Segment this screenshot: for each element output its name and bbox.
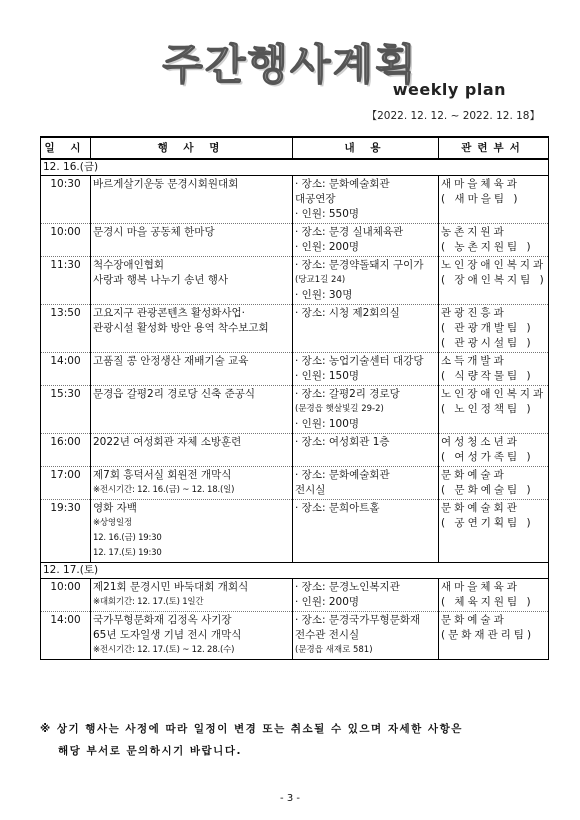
- page-subtitle: weekly plan: [392, 80, 506, 99]
- event-name-line: 12. 17.(토) 19:30: [93, 548, 162, 558]
- event-dept-line: 문화예술회관: [441, 502, 520, 514]
- event-dept-line: ( 체육지원팀 ): [441, 596, 534, 608]
- event-name-cell: [91, 305, 293, 353]
- event-dept-line: ( 관광시설팀 ): [441, 337, 534, 349]
- event-dept-line: 노인장애인복지과: [441, 388, 547, 400]
- event-content-line: (문경읍 햇살빛길 29-2): [295, 404, 384, 414]
- event-content-line: · 장소: 농업기술센터 대강당: [295, 355, 424, 367]
- event-dept-cell: [439, 467, 549, 500]
- event-dept-line: ( 노인정책팀 ): [441, 403, 534, 415]
- event-content-line: · 장소: 문화예술회관: [295, 469, 390, 481]
- event-dept-line: ( 농촌지원팀 ): [441, 241, 534, 253]
- event-name-cell: [91, 353, 293, 386]
- event-content-line: · 장소: 문희아트홀: [295, 502, 380, 514]
- event-name-line: 제21회 문경시민 바둑대회 개회식: [93, 581, 249, 593]
- event-name-line: ※대회기간: 12. 17.(토) 1일간: [93, 597, 204, 607]
- table-row: [41, 176, 549, 224]
- event-content-line: 대공연장: [295, 193, 336, 205]
- event-dept-line: ( 장애인복지팀 ): [441, 274, 547, 286]
- table-row: [41, 257, 549, 305]
- event-content-cell: [293, 224, 439, 257]
- event-name-cell: [91, 257, 293, 305]
- notice-line-2: 해당 부서로 문의하시기 바랍니다.: [58, 745, 242, 757]
- event-dept-cell: [439, 500, 549, 563]
- event-dept-line: 노인장애인복지과: [441, 259, 547, 271]
- event-content-cell: [293, 305, 439, 353]
- event-name-line: 관광시설 활성화 방안 용역 착수보고회: [93, 322, 269, 334]
- event-dept-cell: [439, 224, 549, 257]
- event-dept-line: 여성청소년과: [441, 436, 520, 448]
- event-time: 14:00: [41, 353, 91, 386]
- event-time: 14:00: [41, 612, 91, 660]
- table-row: [41, 612, 549, 660]
- event-dept-line: 관광진흥과: [441, 307, 507, 319]
- event-dept-line: 새마을체육과: [441, 178, 520, 190]
- column-header-event: 행 사 명: [91, 137, 293, 159]
- event-content-cell: [293, 353, 439, 386]
- event-dept-line: 새마을체육과: [441, 581, 520, 593]
- event-content-line: · 장소: 갈평2리 경로당: [295, 388, 400, 400]
- event-name-line: 사랑과 행복 나누기 송년 행사: [93, 274, 229, 286]
- event-name-line: 영화 자백: [93, 502, 137, 514]
- event-dept-cell: [439, 353, 549, 386]
- schedule-table: [40, 136, 549, 660]
- schedule-table-wrapper: [40, 136, 548, 660]
- event-time: 10:30: [41, 176, 91, 224]
- event-dept-line: 소득개발과: [441, 355, 507, 367]
- event-dept-line: (문화재관리팀): [441, 629, 535, 641]
- event-content-line: · 인원: 100명: [295, 418, 360, 430]
- event-dept-line: ( 새마을팀 ): [441, 193, 521, 205]
- page-number: - 3 -: [280, 793, 300, 804]
- event-content-cell: [293, 386, 439, 434]
- event-content-line: · 장소: 문경 실내체육관: [295, 226, 404, 238]
- event-name-cell: [91, 467, 293, 500]
- event-name-cell: [91, 500, 293, 563]
- event-content-line: 전시실: [295, 484, 326, 496]
- column-header-content: 내 용: [293, 137, 439, 159]
- event-dept-cell: [439, 257, 549, 305]
- event-content-cell: [293, 467, 439, 500]
- event-dept-line: ( 관광개발팀 ): [441, 322, 534, 334]
- event-name-cell: [91, 579, 293, 612]
- column-header-time: 일 시: [41, 137, 91, 159]
- date-cell: 12. 16.(금): [41, 159, 549, 176]
- event-dept-line: ( 식량작물팀 ): [441, 370, 534, 382]
- event-content-cell: [293, 257, 439, 305]
- date-period: 【2022. 12. 12. ~ 2022. 12. 18】: [366, 110, 540, 122]
- date-row: [41, 159, 549, 176]
- event-name-line: 국가무형문화재 김정옥 사기장: [93, 614, 232, 626]
- event-name-line: 바르게살기운동 문경시회원대회: [93, 178, 239, 190]
- event-name-cell: [91, 612, 293, 660]
- event-dept-line: ( 문화예술팀 ): [441, 484, 534, 496]
- table-row: [41, 386, 549, 434]
- event-time: 19:30: [41, 500, 91, 563]
- table-row: [41, 579, 549, 612]
- event-dept-cell: [439, 386, 549, 434]
- table-row: [41, 353, 549, 386]
- event-content-line: · 인원: 150명: [295, 370, 360, 382]
- notice-footer: [40, 718, 550, 762]
- column-header-dept: 관련부서: [439, 137, 549, 159]
- event-name-line: 문경시 마을 공동체 한마당: [93, 226, 215, 238]
- table-row: [41, 467, 549, 500]
- event-name-line: 고요지구 관광콘텐츠 활성화사업·: [93, 307, 246, 319]
- table-header-row: [41, 137, 549, 159]
- event-time: 16:00: [41, 434, 91, 467]
- event-dept-line: ( 여성가족팀 ): [441, 451, 534, 463]
- event-name-line: ※상영일정: [93, 518, 132, 528]
- event-time: 17:00: [41, 467, 91, 500]
- event-content-line: · 인원: 200명: [295, 241, 360, 253]
- schedule-body: [41, 159, 549, 660]
- event-dept-line: ( 공연기획팀 ): [441, 517, 534, 529]
- event-dept-cell: [439, 434, 549, 467]
- table-row: [41, 224, 549, 257]
- event-dept-line: 농촌지원과: [441, 226, 507, 238]
- event-content-line: · 인원: 200명: [295, 596, 360, 608]
- event-time: 11:30: [41, 257, 91, 305]
- event-content-line: · 장소: 문경노인복지관: [295, 581, 400, 593]
- event-name-line: 65년 도자일생 기념 전시 개막식: [93, 629, 242, 641]
- event-content-line: · 인원: 30명: [295, 289, 353, 301]
- table-row: [41, 434, 549, 467]
- event-dept-line: 문화예술과: [441, 469, 507, 481]
- event-content-cell: [293, 176, 439, 224]
- event-dept-cell: [439, 579, 549, 612]
- event-content-cell: [293, 579, 439, 612]
- event-content-line: · 장소: 시청 제2회의실: [295, 307, 400, 319]
- date-row: [41, 563, 549, 579]
- event-time: 10:00: [41, 579, 91, 612]
- event-content-cell: [293, 434, 439, 467]
- date-cell: 12. 17.(토): [41, 563, 549, 579]
- event-name-line: 고품질 콩 안정생산 재배기술 교육: [93, 355, 249, 367]
- event-content-line: · 장소: 문경국가무형문화재: [295, 614, 421, 626]
- event-content-line: (문경읍 새재로 581): [295, 645, 373, 655]
- event-content-line: · 장소: 여성회관 1층: [295, 436, 390, 448]
- event-content-line: · 장소: 문경약돌돼지 구이가: [295, 259, 424, 271]
- event-time: 15:30: [41, 386, 91, 434]
- event-content-line: · 장소: 문화예술회관: [295, 178, 390, 190]
- event-name-line: 척수장애인협회: [93, 259, 165, 271]
- event-name-line: 문경읍 갈평2리 경로당 신축 준공식: [93, 388, 256, 400]
- event-content-cell: [293, 612, 439, 660]
- event-content-line: 전수관 전시실: [295, 629, 360, 641]
- event-dept-cell: [439, 305, 549, 353]
- event-time: 10:00: [41, 224, 91, 257]
- event-name-line: 2022년 여성회관 자체 소방훈련: [93, 436, 242, 448]
- event-content-line: (당교1길 24): [295, 275, 346, 285]
- event-name-line: ※전시기간: 12. 16.(금) ~ 12. 18.(일): [93, 485, 235, 495]
- event-name-cell: [91, 386, 293, 434]
- event-content-cell: [293, 500, 439, 563]
- event-content-line: · 인원: 550명: [295, 208, 360, 220]
- event-dept-cell: [439, 176, 549, 224]
- event-name-cell: [91, 176, 293, 224]
- event-name-cell: [91, 434, 293, 467]
- event-name-line: ※전시기간: 12. 17.(토) ~ 12. 28.(수): [93, 645, 235, 655]
- notice-line-1: ※ 상기 행사는 사정에 따라 일정이 변경 또는 취소될 수 있으며 자세한 사항은: [40, 723, 463, 735]
- event-name-line: 제7회 흥덕서실 회원전 개막식: [93, 469, 232, 481]
- table-row: [41, 305, 549, 353]
- event-name-line: 12. 16.(금) 19:30: [93, 533, 162, 543]
- event-name-cell: [91, 224, 293, 257]
- event-dept-cell: [439, 612, 549, 660]
- page-title: 주간행사계획: [162, 40, 418, 89]
- event-dept-line: 문화예술과: [441, 614, 507, 626]
- event-time: 13:50: [41, 305, 91, 353]
- table-row: [41, 500, 549, 563]
